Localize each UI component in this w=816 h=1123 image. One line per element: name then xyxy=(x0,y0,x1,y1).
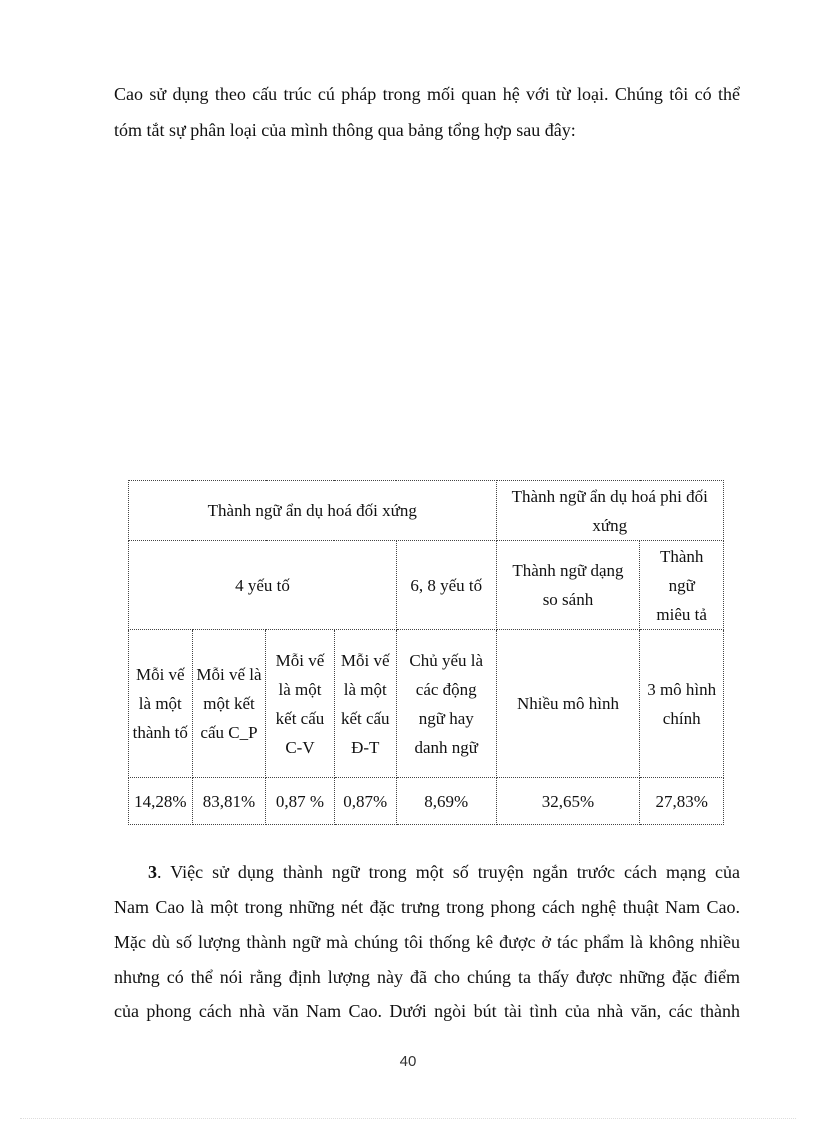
desc-cell xyxy=(266,630,334,778)
desc-text: Nhiều mô hình xyxy=(516,694,619,713)
percentage-cell: 27,83% xyxy=(640,778,724,825)
percentage-cell: 8,69% xyxy=(396,778,496,825)
paragraph-number: 3 xyxy=(148,862,157,882)
descriptive-idiom-header xyxy=(640,541,724,630)
asymmetric-idiom-header-text: Thành ngữ ẩn dụ hoá phi đối xứng xyxy=(511,486,708,535)
desc-text: Mỗi vế là một kết cấu C-V xyxy=(275,650,325,757)
asymmetric-idiom-header xyxy=(496,481,723,541)
six-eight-elements-header xyxy=(396,541,496,630)
four-elements-text: 4 yếu tố xyxy=(235,575,290,595)
paragraph-line-1-text: . Việc sử dụng thành ngữ trong một số truyện ngắn trước cách mạng của xyxy=(157,862,740,882)
percentage-cell: 14,28% xyxy=(129,778,193,825)
desc-text: Chủ yếu là các động ngữ hay danh ngữ xyxy=(409,650,484,757)
page-number: 40 xyxy=(399,1053,417,1070)
desc-cell xyxy=(192,630,266,778)
desc-text: Mỗi vế là một thành tố xyxy=(132,665,188,742)
paragraph-line-3: Mặc dù số lượng thành ngữ mà chúng tôi thống kê được ở tác phẩm là không nhiều xyxy=(114,932,740,952)
symmetric-idiom-header-text: Thành ngữ ẩn dụ hoá đối xứng xyxy=(207,501,417,520)
desc-text: Mỗi vế là một kết cấu C_P xyxy=(196,665,262,742)
percentage-cell: 83,81% xyxy=(192,778,266,825)
four-elements-header xyxy=(129,541,397,630)
paragraph-line-1 xyxy=(114,862,740,882)
paragraph-line-2: Nam Cao là một trong những nét đặc trưng trong phong cách nghệ thuật Nam Cao. xyxy=(114,897,740,917)
paragraph-line-4: nhưng có thể nói rằng định lượng này đã cho chúng ta thấy được những đặc điểm xyxy=(114,967,740,987)
desc-cell xyxy=(334,630,396,778)
symmetric-idiom-header xyxy=(129,481,497,541)
table-subheader-row xyxy=(129,541,724,630)
desc-cell xyxy=(496,630,640,778)
descriptive-idiom-text: Thành ngữ miêu tả xyxy=(656,546,707,624)
desc-text: 3 mô hình chính xyxy=(647,679,717,728)
summary-table xyxy=(128,480,724,825)
comparison-idiom-header xyxy=(496,541,640,630)
percentage-cell: 0,87% xyxy=(334,778,396,825)
percentage-cell: 0,87 % xyxy=(266,778,334,825)
table-percentage-row xyxy=(129,778,724,825)
bottom-divider xyxy=(20,1118,796,1119)
intro-line-2: tóm tắt sự phân loại của mình thông qua bảng tổng hợp sau đây: xyxy=(114,120,576,140)
table-header-row xyxy=(129,481,724,541)
table-description-row xyxy=(129,630,724,778)
paragraph-line-5: của phong cách nhà văn Nam Cao. Dưới ngòi bút tài tình của nhà văn, các thành xyxy=(114,1001,740,1021)
intro-line-1: Cao sử dụng theo cấu trúc cú pháp trong mối quan hệ với từ loại. Chúng tôi có thể xyxy=(114,84,740,104)
desc-cell xyxy=(640,630,724,778)
desc-cell xyxy=(129,630,193,778)
desc-cell xyxy=(396,630,496,778)
comparison-idiom-text: Thành ngữ dạng so sánh xyxy=(512,561,624,609)
six-eight-elements-text: 6, 8 yếu tố xyxy=(410,575,483,595)
percentage-cell: 32,65% xyxy=(496,778,640,825)
desc-text: Mỗi vế là một kết cấu Đ-T xyxy=(340,650,390,757)
